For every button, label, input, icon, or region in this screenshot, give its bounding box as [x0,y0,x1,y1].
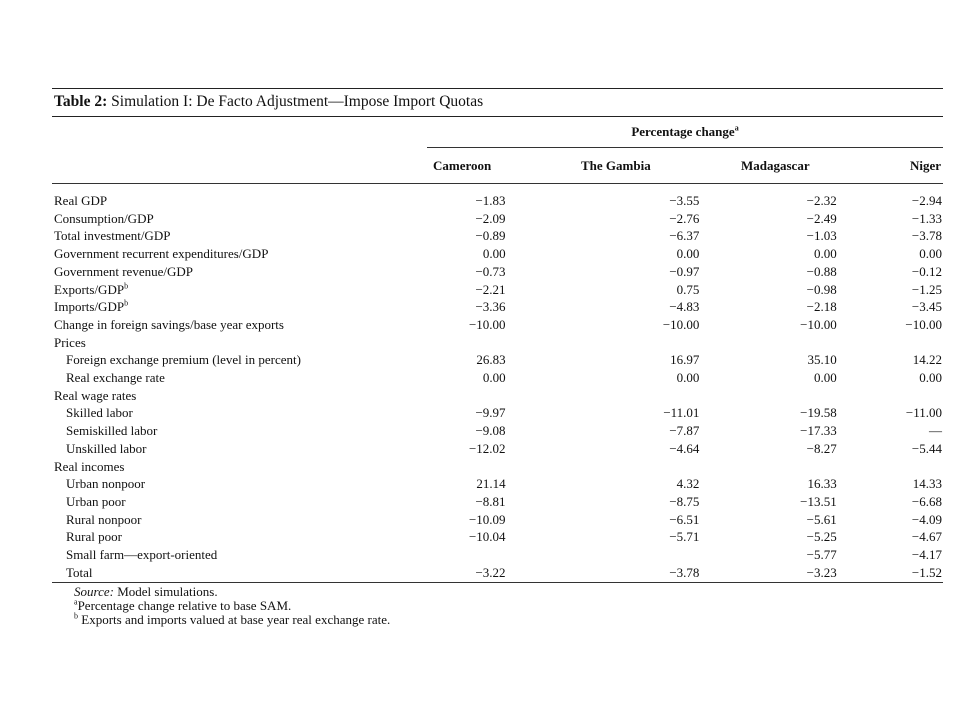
value-cell-the-gambia [506,334,700,352]
value-cell-cameroon: −10.09 [468,511,506,527]
row-label [52,475,438,493]
row-label-text: Government revenue/GDP [54,263,193,279]
source-label: Source: [74,584,114,600]
value-cell-madagascar: −0.88 [806,263,837,279]
row-label [52,369,438,387]
value-cell-madagascar: −8.27 [806,440,837,456]
value-cell-the-gambia: −10.00 [662,316,700,332]
row-label [52,192,438,210]
row-label [52,387,438,405]
value-cell-niger: −3.78 [911,228,942,244]
value-cell-cameroon: −0.73 [475,263,506,279]
value-cell-niger: −4.67 [911,529,942,545]
value-cell-cameroon: −2.09 [475,210,506,226]
value-cell-cameroon: 0.00 [482,370,506,386]
table-row [52,475,943,493]
row-label [52,245,438,263]
value-cell-niger: −3.45 [911,299,942,315]
value-cell-cameroon: 26.83 [476,352,506,368]
table-row [52,227,943,245]
value-cell-the-gambia: −11.01 [663,405,700,421]
table-row [52,458,943,476]
table-label: Table 2: [54,93,108,110]
value-cell-the-gambia: 0.00 [676,370,700,386]
value-cell-cameroon: −2.21 [475,281,506,297]
row-footnote-marker: b [124,298,129,308]
value-cell-madagascar: −13.51 [800,493,837,509]
row-label-text: Real exchange rate [66,370,165,386]
row-label-text: Consumption/GDP [54,210,154,226]
row-label-text: Urban poor [66,493,126,509]
table-row [52,493,943,511]
value-cell-madagascar: 35.10 [807,352,837,368]
value-cell-niger: 0.00 [919,370,942,386]
row-label-text: Government recurrent expenditures/GDP [54,246,269,262]
value-cell-madagascar: 0.00 [814,370,837,386]
value-cell-the-gambia: −0.97 [669,263,700,279]
value-cell-cameroon: −1.83 [475,193,506,208]
value-cell-the-gambia: −7.87 [669,423,700,439]
value-cell-niger: −2.94 [911,193,942,208]
row-label-text: Prices [54,334,86,350]
value-cell-madagascar: −2.18 [806,299,837,315]
row-label [52,263,438,281]
row-label [52,351,438,369]
value-cell-cameroon: −10.04 [468,529,506,545]
value-cell-the-gambia: −3.78 [669,564,700,580]
row-footnote-marker: b [124,281,129,291]
table-row [52,192,943,210]
row-label-text: Rural poor [66,529,122,545]
footnote-b-text: Exports and imports valued at base year real exchange rate. [81,612,391,628]
column-group-header [52,117,943,147]
table-row [52,263,943,281]
value-cell-the-gambia: −5.71 [669,529,700,545]
data-table [52,192,943,581]
row-label-text: Unskilled labor [66,440,147,456]
table-row [52,245,943,263]
value-cell-the-gambia [506,458,700,476]
value-cell-cameroon: 21.14 [476,476,506,492]
row-label [52,564,438,582]
column-headers [52,147,943,184]
value-cell-the-gambia: 16.97 [670,352,700,368]
table-row [52,369,943,387]
value-cell-cameroon: −0.89 [475,228,506,244]
value-cell-madagascar: −5.61 [806,511,837,527]
footnote-a-marker: a [74,598,78,608]
row-label [52,298,438,316]
value-cell-madagascar: −3.23 [806,564,837,580]
value-cell-cameroon [438,546,505,564]
percentage-change-label: Percentage change [631,124,735,139]
table-row [52,316,943,334]
row-label-text: Change in foreign savings/base year exports [54,316,284,332]
percentage-change-heading [427,117,943,148]
value-cell-the-gambia: −6.51 [669,511,700,527]
value-cell-madagascar: −5.77 [806,547,837,563]
percentage-change-footnote-marker: a [734,123,739,133]
value-cell-the-gambia: 0.75 [676,281,700,297]
row-label-text: Foreign exchange premium (level in percent) [66,352,301,368]
value-cell-madagascar: −10.00 [800,316,837,332]
value-cell-madagascar: −17.33 [800,423,837,439]
table-row [52,387,943,405]
value-cell-niger: — [929,423,942,439]
row-label [52,458,438,476]
row-label-text: Total [66,564,93,580]
row-label [52,440,438,458]
footnote-b-marker: b [74,612,78,622]
data-table-body [52,192,943,581]
value-cell-the-gambia: −4.64 [669,440,700,456]
table-document [52,88,943,627]
row-label [52,281,438,299]
value-cell-niger: −11.00 [905,405,942,421]
row-label [52,210,438,228]
value-cell-niger: −4.09 [911,511,942,527]
value-cell-the-gambia: −4.83 [669,299,700,315]
value-cell-the-gambia [506,387,700,405]
row-label [52,422,438,440]
footnote-a-text: Percentage change relative to base SAM. [77,598,292,614]
value-cell-madagascar: −2.32 [806,193,837,208]
table-row [52,528,943,546]
table-row [52,404,943,422]
row-label [52,227,438,245]
value-cell-niger: −0.12 [911,263,942,279]
value-cell-niger [837,387,943,405]
value-cell-cameroon [438,387,505,405]
value-cell-madagascar: −1.03 [806,228,837,244]
row-label-text: Urban nonpoor [66,476,146,492]
value-cell-the-gambia [506,546,700,564]
column-header-niger: Niger [909,158,941,173]
table-row [52,334,943,352]
row-label [52,334,438,352]
value-cell-cameroon: −9.97 [475,405,506,421]
value-cell-cameroon [438,334,505,352]
row-label [52,511,438,529]
value-cell-the-gambia: −2.76 [669,210,700,226]
table-row [52,422,943,440]
value-cell-cameroon: −12.02 [468,440,506,456]
row-label [52,493,438,511]
row-label-text: Real incomes [54,458,125,474]
value-cell-niger: 14.22 [912,352,942,368]
value-cell-niger [837,458,943,476]
value-cell-madagascar: −2.49 [806,210,837,226]
value-cell-madagascar: −5.25 [806,529,837,545]
table-row [52,546,943,564]
table-title: Simulation I: De Facto Adjustment—Impose Import Quotas [111,93,484,110]
value-cell-madagascar: 16.33 [807,476,837,492]
value-cell-cameroon [438,458,505,476]
value-cell-madagascar [699,334,836,352]
bottom-rule [52,582,943,583]
table-notes [52,585,943,627]
column-header-the-gambia: The Gambia [581,158,651,173]
value-cell-niger: 0.00 [919,246,942,262]
table-row [52,281,943,299]
value-cell-cameroon: −8.81 [475,493,506,509]
value-cell-madagascar: 0.00 [814,246,837,262]
value-cell-niger: −1.25 [911,281,942,297]
value-cell-niger: −6.68 [911,493,942,509]
value-cell-the-gambia: 0.00 [676,246,700,262]
row-label-text: Semiskilled labor [66,423,158,439]
table-row [52,511,943,529]
value-cell-niger: −4.17 [911,547,942,563]
value-cell-cameroon: 0.00 [482,246,506,262]
row-label-text: Real GDP [54,193,108,208]
column-header-cameroon: Cameroon [433,158,492,173]
row-label-text: Small farm—export-oriented [66,547,218,563]
table-row [52,298,943,316]
value-cell-madagascar: −0.98 [806,281,837,297]
row-label [52,316,438,334]
row-label-text: Total investment/GDP [54,228,171,244]
row-label-text: Exports/GDP [54,281,125,297]
table-row [52,351,943,369]
value-cell-cameroon: −3.36 [475,299,506,315]
table-row [52,564,943,582]
table-row [52,210,943,228]
row-label-text: Imports/GDP [54,299,125,315]
value-cell-the-gambia: −6.37 [669,228,700,244]
row-label-text: Real wage rates [54,387,137,403]
row-label-text: Skilled labor [66,405,133,421]
row-label [52,404,438,422]
table-caption [52,88,943,117]
row-label-text: Rural nonpoor [66,511,142,527]
value-cell-the-gambia: −8.75 [669,493,700,509]
value-cell-the-gambia: 4.32 [676,476,700,492]
source-text: Model simulations. [117,584,218,600]
value-cell-cameroon: −9.08 [475,423,506,439]
value-cell-niger: 14.33 [912,476,942,492]
row-label [52,528,438,546]
value-cell-niger: −1.33 [911,210,942,226]
value-cell-niger: −10.00 [905,316,942,332]
value-cell-madagascar [699,387,836,405]
value-cell-madagascar: −19.58 [800,405,837,421]
value-cell-niger [837,334,943,352]
column-header-madagascar: Madagascar [741,158,810,173]
value-cell-niger: −1.52 [911,564,942,580]
row-label [52,546,438,564]
table-row [52,440,943,458]
value-cell-madagascar [699,458,836,476]
value-cell-the-gambia: −3.55 [669,193,700,208]
value-cell-cameroon: −10.00 [468,316,506,332]
value-cell-cameroon: −3.22 [475,564,506,580]
value-cell-niger: −5.44 [911,440,942,456]
footnote-b [74,613,943,627]
